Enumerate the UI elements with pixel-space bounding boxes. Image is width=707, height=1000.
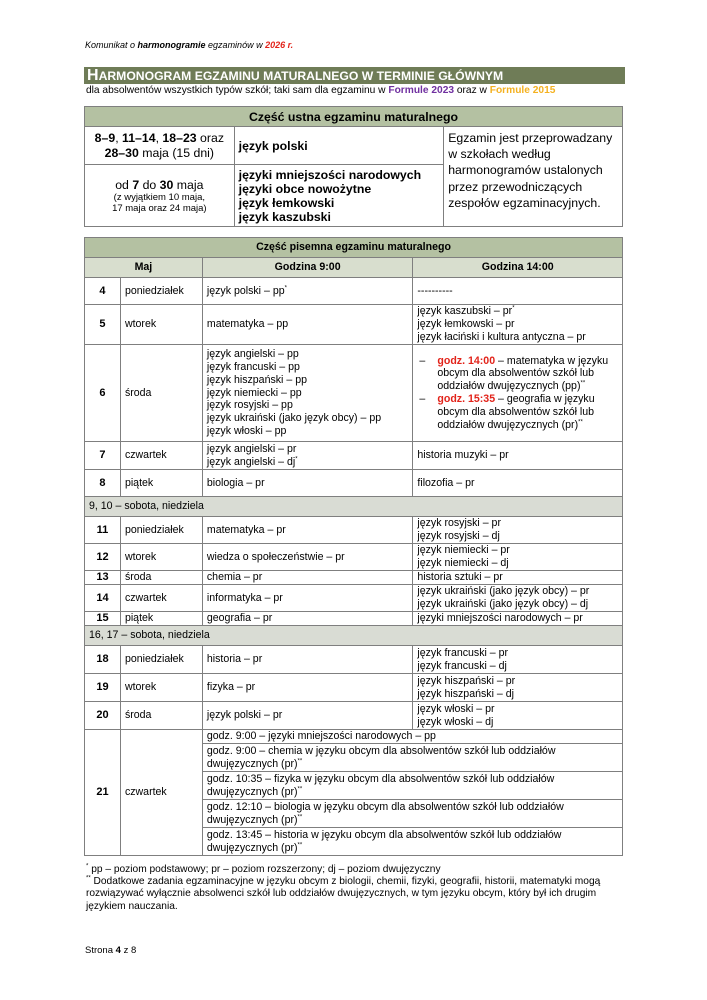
am-cell: matematyka – pp	[202, 305, 413, 345]
header-bold: harmonogramie	[137, 40, 206, 50]
oral-subject: język łemkowski	[238, 195, 335, 210]
schedule-item: godz. 9:00 – chemia w języku obcym dla absolwentów szkół lub oddziałów dwujęzycznych (pr)**	[202, 744, 622, 772]
pm-cell: język włoski – pr język włoski – dj	[413, 702, 623, 730]
table-row	[85, 571, 623, 585]
table-row	[85, 278, 623, 305]
am-cell: chemia – pr	[202, 571, 413, 585]
table-row	[85, 442, 623, 470]
pm-cell: języki mniejszości narodowych – pr	[413, 612, 623, 626]
written-exam-table	[84, 237, 623, 856]
schedule-item: godz. 12:10 – biologia w języku obcym dla absolwentów szkół lub oddziałów dwujęzycznych (pr)**	[202, 800, 622, 828]
table-row	[85, 345, 623, 442]
formula-2015: Formule 2015	[489, 85, 556, 96]
weekend-row: 16, 17 – sobota, niedziela	[85, 626, 623, 646]
day-number: 21	[85, 730, 121, 856]
table-row	[85, 544, 623, 571]
col-header-14: Godzina 14:00	[413, 258, 623, 278]
oral-note: Egzamin jest przeprowadzany w szkołach według harmonogramów ustalonych przez przewodniczących zespołów egzaminacyjnych.	[444, 127, 623, 227]
schedule-item: godz. 13:45 – historia w języku obcym dla absolwentów szkół lub oddziałów dwujęzycznych (pr)**	[202, 828, 622, 856]
written-heading: Część pisemna egzaminu maturalnego	[85, 238, 623, 258]
footnote-1: * pp – poziom podstawowy; pr – poziom rozszerzony; dj – poziom dwujęzyczny	[86, 863, 441, 875]
col-header-month: Maj	[85, 258, 203, 278]
am-cell: matematyka – pr	[202, 517, 413, 544]
weekday: poniedziałek	[120, 278, 202, 305]
weekday: poniedziałek	[120, 517, 202, 544]
weekday: poniedziałek	[120, 646, 202, 674]
day-number: 8	[85, 470, 121, 497]
day-number: 12	[85, 544, 121, 571]
footnotes	[86, 864, 626, 913]
day-number: 5	[85, 305, 121, 345]
am-cell: język polski – pr	[202, 702, 413, 730]
day-number: 13	[85, 571, 121, 585]
table-row	[85, 585, 623, 612]
pm-cell: historia sztuki – pr	[413, 571, 623, 585]
am-cell: język angielski – pr język angielski – dj*	[202, 442, 413, 470]
page-title	[84, 67, 625, 84]
oral-dates-polish: 8–9, 11–14, 18–23 oraz 28–30 maja (15 dni)	[85, 127, 235, 165]
col-header-9: Godzina 9:00	[202, 258, 413, 278]
table-row	[85, 517, 623, 544]
pm-cell: język ukraiński (jako język obcy) – pr język ukraiński (jako język obcy) – dj	[413, 585, 623, 612]
document-header	[85, 40, 293, 50]
am-cell: biologia – pr	[202, 470, 413, 497]
pm-cell: historia muzyki – pr	[413, 442, 623, 470]
table-row	[85, 674, 623, 702]
subtitle-oraz: oraz w	[454, 85, 490, 96]
header-middle: egzaminów w	[205, 40, 266, 50]
day-number: 18	[85, 646, 121, 674]
subtitle-text: dla absolwentów wszystkich typów szkół; taki sam dla egzaminu w	[86, 85, 389, 96]
oral-subject: język kaszubski	[238, 209, 331, 224]
weekend-row: 9, 10 – sobota, niedziela	[85, 497, 623, 517]
pm-cell: język francuski – pr język francuski – dj	[413, 646, 623, 674]
day-number: 11	[85, 517, 121, 544]
subtitle	[86, 85, 555, 96]
weekday: czwartek	[120, 442, 202, 470]
am-cell: język angielski – pp język francuski – pp język hiszpański – pp język niemiecki – pp język rosyjski – pp język ukraiński (jako język obcy) – pp język włoski – pp	[202, 345, 413, 442]
day-number: 4	[85, 278, 121, 305]
table-row	[85, 470, 623, 497]
oral-subject: języki mniejszości narodowych	[238, 167, 422, 182]
pm-cell: język kaszubski – pr* język łemkowski – pr język łaciński i kultura antyczna – pr	[413, 305, 623, 345]
table-row	[85, 730, 623, 744]
day-number: 14	[85, 585, 121, 612]
page-number: Strona 4 z 8	[85, 945, 137, 956]
title-initial: H	[87, 67, 99, 84]
am-cell: fizyka – pr	[202, 674, 413, 702]
pm-cell	[413, 345, 623, 442]
pm-cell: ----------	[413, 278, 623, 305]
pm-cell: filozofia – pr	[413, 470, 623, 497]
header-year: 2026 r.	[265, 40, 294, 50]
am-cell: wiedza o społeczeństwie – pr	[202, 544, 413, 571]
footnote-2: ** Dodatkowe zadania egzaminacyjne w języku obcym z biologii, chemii, fizyki, geografii, historii, matematyki mogą rozwiązywać wyłącznie absolwenci szkół lub oddziałów dwujęzycznych, w tym języku obcym, który był ich drugim językiem nauczania.	[86, 875, 601, 912]
oral-subjects-other	[234, 165, 444, 227]
am-cell: język polski – pp*	[202, 278, 413, 305]
oral-heading: Część ustna egzaminu maturalnego	[85, 107, 623, 127]
header-prefix: Komunikat o	[85, 40, 138, 50]
oral-subject: języki obce nowożytne	[238, 181, 372, 196]
weekday: wtorek	[120, 674, 202, 702]
weekday: piątek	[120, 470, 202, 497]
pm-cell: język niemiecki – pr język niemiecki – dj	[413, 544, 623, 571]
day-number: 19	[85, 674, 121, 702]
weekday: wtorek	[120, 544, 202, 571]
oral-dates-other: od 7 do 30 maja (z wyjątkiem 10 maja, 17 maja oraz 24 maja)	[85, 165, 235, 227]
table-row	[85, 612, 623, 626]
am-cell: informatyka – pr	[202, 585, 413, 612]
day-number: 20	[85, 702, 121, 730]
pm-item: – godz. 14:00 – matematyka w języku obcym dla absolwentów szkół lub oddziałów dwujęzycznych (pp)**	[417, 355, 618, 393]
table-row	[85, 646, 623, 674]
title-rest: ARMONOGRAM EGZAMINU MATURALNEGO W TERMINIE GŁÓWNYM	[98, 69, 504, 83]
formula-2023: Formule 2023	[388, 85, 455, 96]
oral-subject-polish: język polski	[234, 127, 444, 165]
weekday: wtorek	[120, 305, 202, 345]
am-cell: historia – pr	[202, 646, 413, 674]
pm-cell: język hiszpański – pr język hiszpański – dj	[413, 674, 623, 702]
pm-item: – godz. 15:35 – geografia w języku obcym dla absolwentów szkół lub oddziałów dwujęzycznych (pr)**	[417, 393, 618, 431]
weekday: środa	[120, 345, 202, 442]
day-number: 6	[85, 345, 121, 442]
weekday: piątek	[120, 612, 202, 626]
day-number: 15	[85, 612, 121, 626]
schedule-item: godz. 9:00 – języki mniejszości narodowych – pp	[202, 730, 622, 744]
weekday: środa	[120, 571, 202, 585]
pm-cell: język rosyjski – pr język rosyjski – dj	[413, 517, 623, 544]
weekday: czwartek	[120, 585, 202, 612]
weekday: czwartek	[120, 730, 202, 856]
schedule-item: godz. 10:35 – fizyka w języku obcym dla absolwentów szkół lub oddziałów dwujęzycznych (pr)**	[202, 772, 622, 800]
am-cell: geografia – pr	[202, 612, 413, 626]
weekday: środa	[120, 702, 202, 730]
oral-exam-table	[84, 106, 623, 227]
table-row	[85, 305, 623, 345]
day-number: 7	[85, 442, 121, 470]
table-row	[85, 702, 623, 730]
